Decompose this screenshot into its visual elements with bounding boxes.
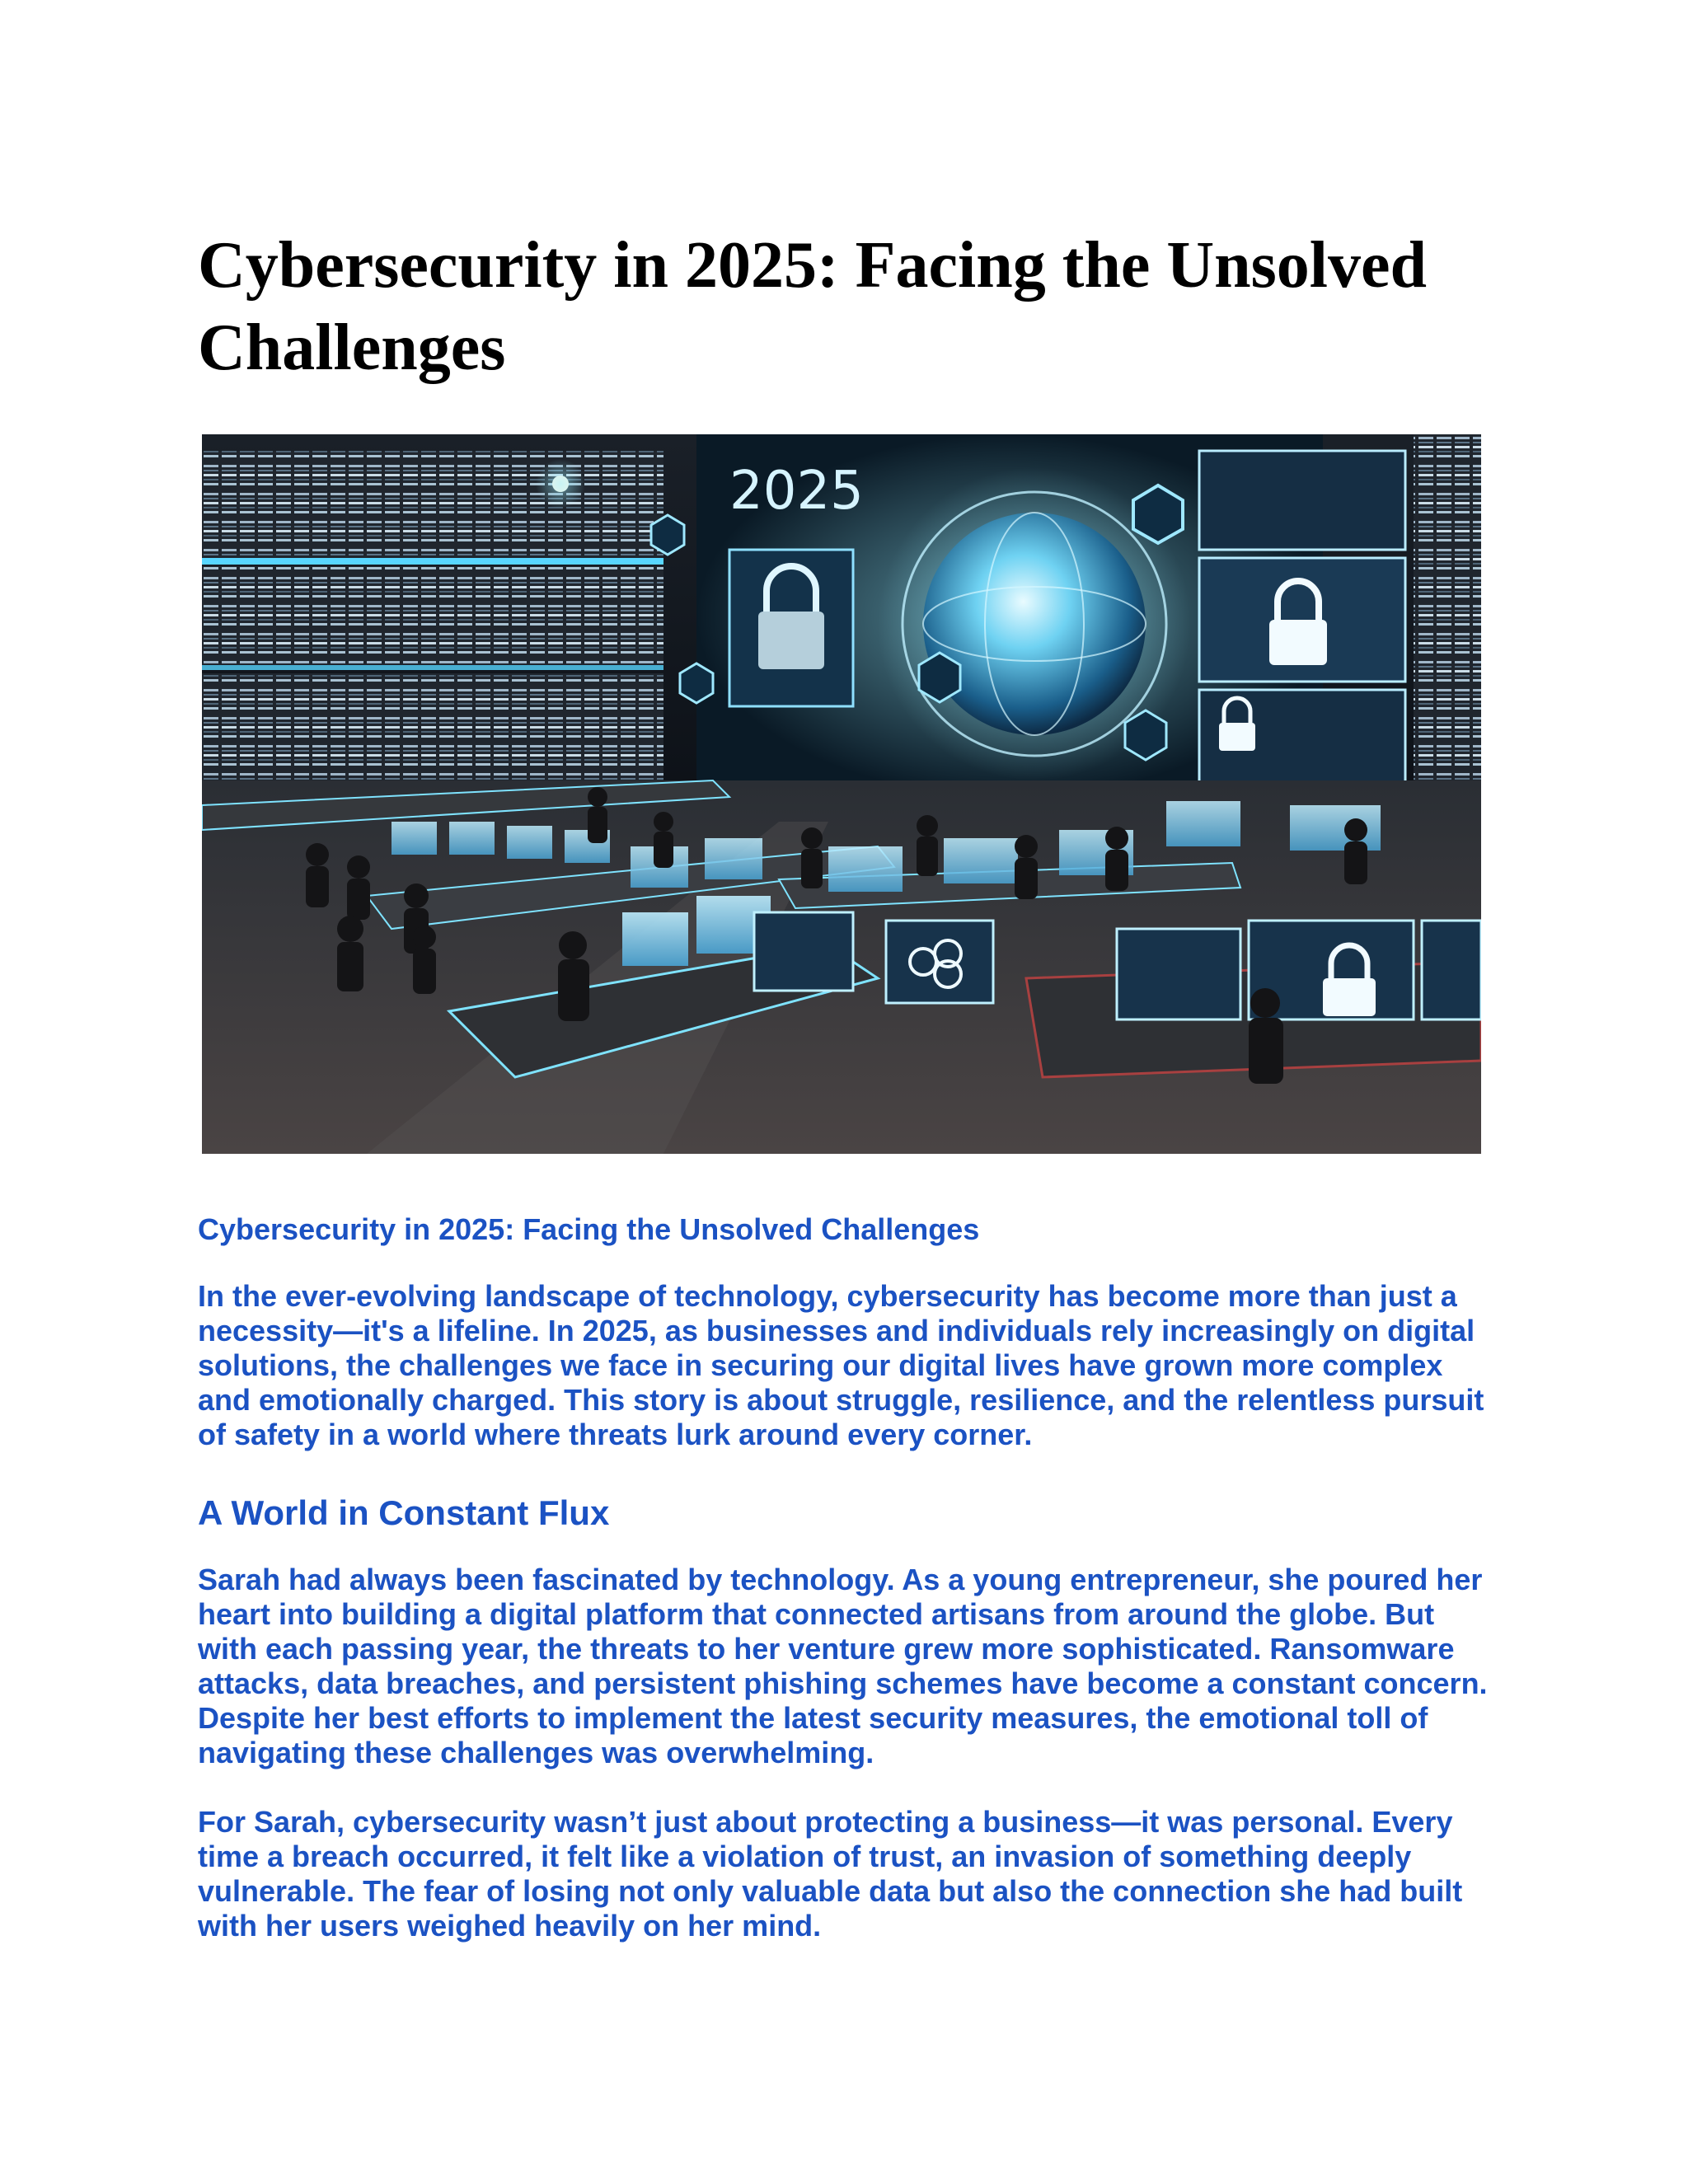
- body-paragraph: For Sarah, cybersecurity wasn’t just about protecting a business—it was personal. Every time a breach occurred, it felt like a violation of trust, an invasion of something deeply vulnerable. The fear of losing not only valuable data but also the connection she had built with her users weighed heavily on her mind.: [198, 1805, 1463, 1943]
- image-year-text: 2025: [729, 461, 864, 522]
- hero-image: [202, 434, 1481, 1154]
- document-title: Cybersecurity in 2025: Facing the Unsolved Challenges: [198, 229, 1428, 384]
- body-paragraph: Sarah had always been fascinated by technology. As a young entrepreneur, she poured her heart into building a digital platform that connected artisans from around the globe. But with each passing year, the threats to her venture grew more sophisticated. Ransomware attacks, data breaches, and persistent phishing schemes have become a constant concern. Despite her best efforts to implement the latest security measures, the emotional toll of navigating these challenges was overwhelming.: [198, 1563, 1488, 1769]
- document-subtitle: Cybersecurity in 2025: Facing the Unsolved Challenges: [198, 1212, 980, 1246]
- intro-paragraph: In the ever-evolving landscape of technology, cybersecurity has become more than just a necessity—it's a lifeline. In 2025, as businesses and individuals rely increasingly on digital solutions, the challenges we face in securing our digital lives have grown more complex and emotionally charged. This story is about struggle, resilience, and the relentless pursuit of safety in a world where threats lurk around every corner.: [198, 1279, 1484, 1451]
- section-heading: A World in Constant Flux: [198, 1493, 610, 1532]
